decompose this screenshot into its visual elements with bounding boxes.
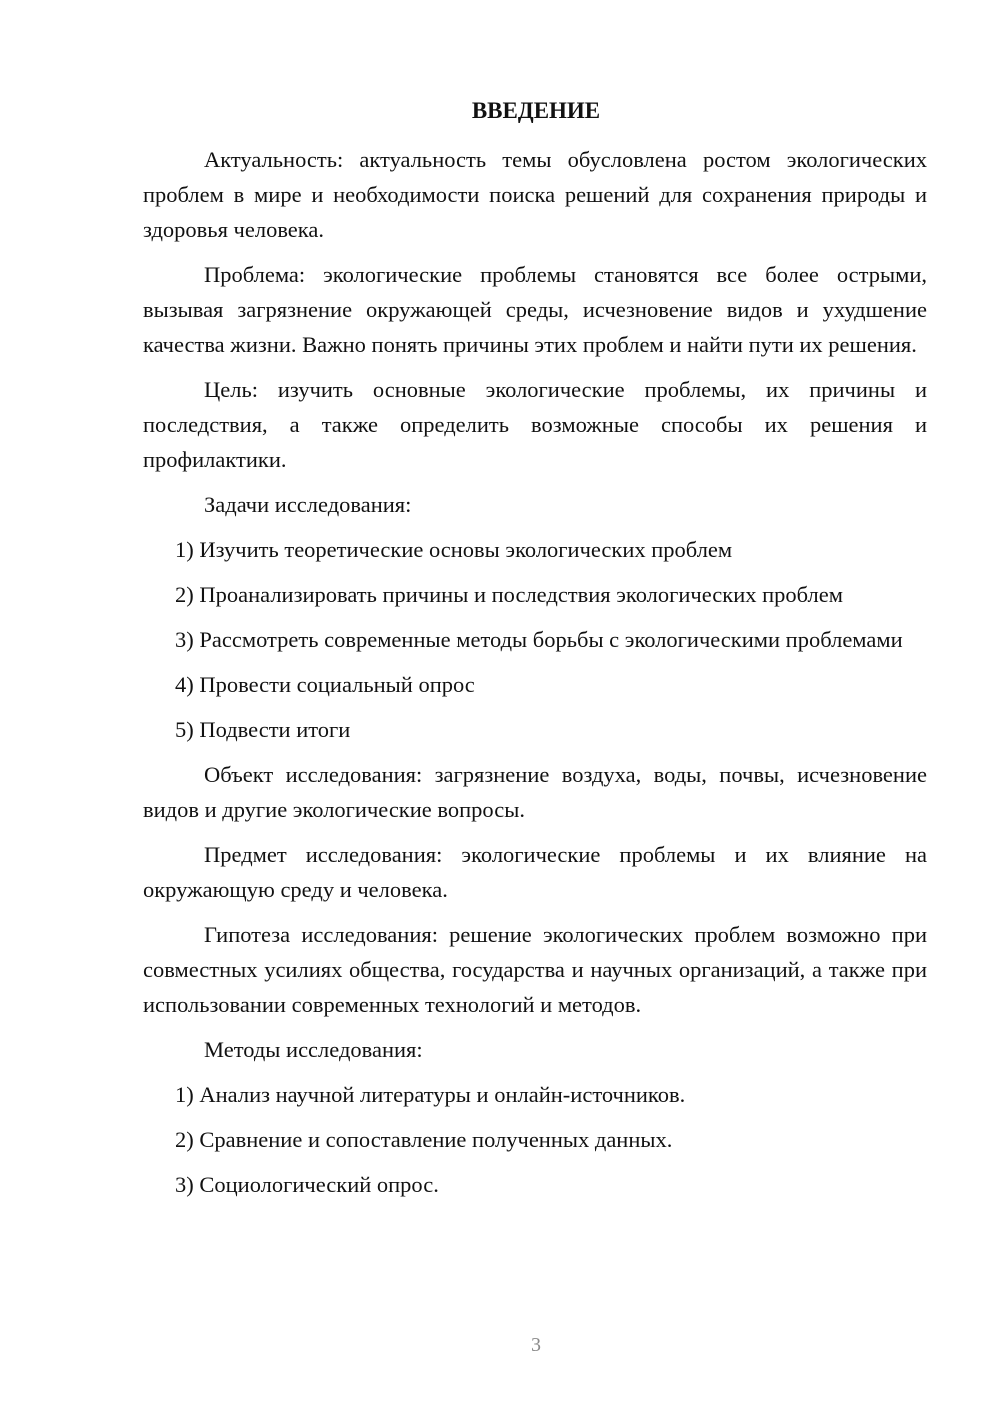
task-item-2: 2) Проанализировать причины и последствия экологических проблем: [175, 582, 844, 607]
section-heading: ВВЕДЕНИЕ: [471, 98, 601, 123]
task-item-5: 5) Подвести итоги: [175, 717, 351, 742]
method-item-3: 3) Социологический опрос.: [175, 1172, 439, 1197]
paragraph-problem: Проблема: экологические проблемы становятся все более острыми, вызывая загрязнение окружающей среды, исчезновение видов и ухудшение качества жизни. Важно понять причины этих проблем и найти пути их решения.: [143, 262, 927, 357]
tasks-heading: Задачи исследования:: [204, 492, 412, 517]
page-number: 3: [531, 1334, 541, 1356]
paragraph-subject: Предмет исследования: экологические проблемы и их влияние на окружающую среду и человека.: [143, 842, 927, 902]
methods-heading: Методы исследования:: [204, 1037, 423, 1062]
task-item-3: 3) Рассмотреть современные методы борьбы с экологическими проблемами: [175, 627, 903, 652]
paragraph-relevance: Актуальность: актуальность темы обусловлена ростом экологических проблем в мире и необходимости поиска решений для сохранения природы и здоровья человека.: [143, 147, 927, 242]
document-body: [143, 142, 927, 1202]
paragraph-goal: Цель: изучить основные экологические проблемы, их причины и последствия, а также определить возможные способы их решения и профилактики.: [143, 377, 927, 472]
paragraph-hypothesis: Гипотеза исследования: решение экологических проблем возможно при совместных усилиях общества, государства и научных организаций, а также при использовании современных технологий и методов.: [143, 922, 927, 1017]
method-item-2: 2) Сравнение и сопоставление полученных данных.: [175, 1127, 673, 1152]
paragraph-object: Объект исследования: загрязнение воздуха, воды, почвы, исчезновение видов и другие экологические вопросы.: [143, 762, 927, 822]
method-item-1: 1) Анализ научной литературы и онлайн-источников.: [175, 1082, 686, 1107]
task-item-1: 1) Изучить теоретические основы экологических проблем: [175, 537, 733, 562]
task-item-4: 4) Провести социальный опрос: [175, 672, 475, 697]
